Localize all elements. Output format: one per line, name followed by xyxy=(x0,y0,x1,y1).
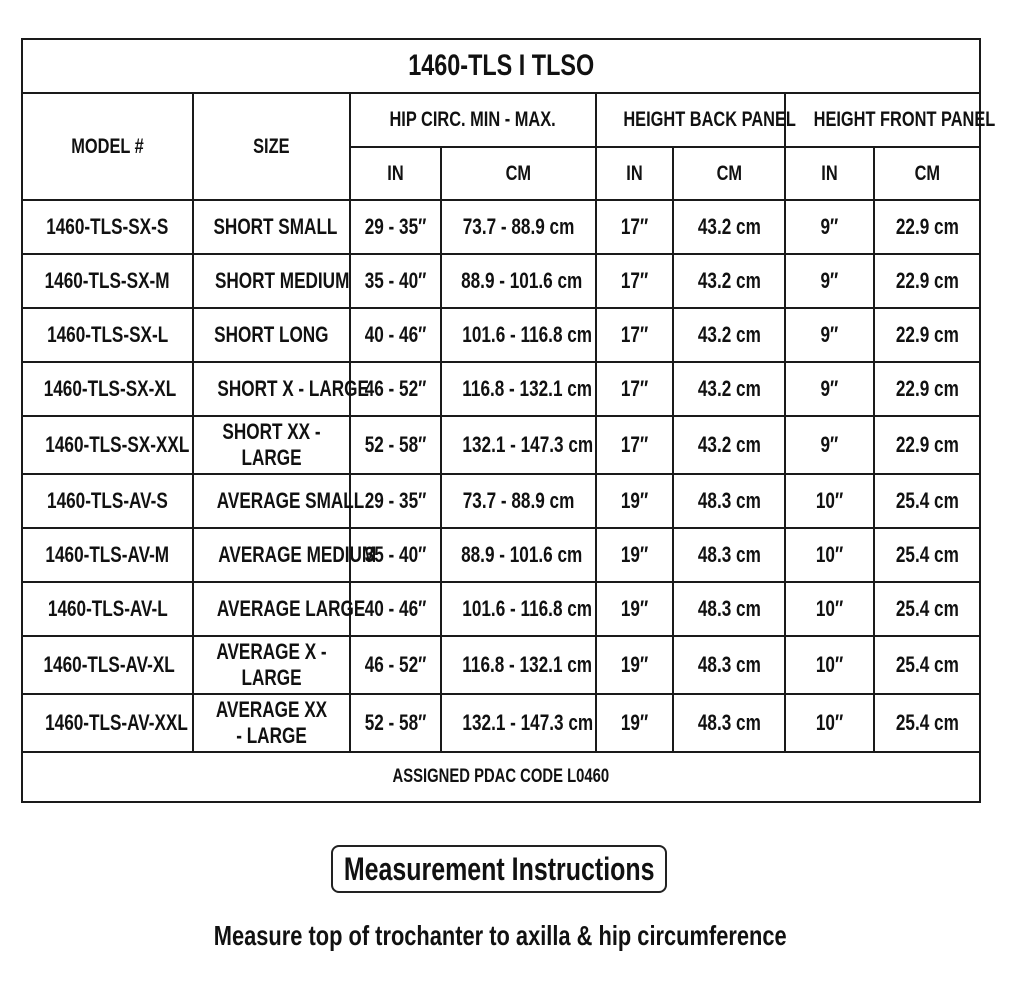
header-height-front-panel: HEIGHT FRONT PANEL xyxy=(785,93,980,147)
table-row xyxy=(22,582,980,636)
cell-size: SHORT X - LARGE xyxy=(193,362,350,416)
cell-front-cm: 25.4 cm xyxy=(874,694,980,752)
cell-hip-cm: 88.9 - 101.6 cm xyxy=(441,254,596,308)
cell-front-cm: 22.9 cm xyxy=(874,362,980,416)
cell-hip-in: 40 - 46″ xyxy=(350,582,441,636)
header-hip-circ: HIP CIRC. MIN - MAX. xyxy=(350,93,596,147)
cell-back-in: 17″ xyxy=(596,254,673,308)
cell-back-in: 19″ xyxy=(596,474,673,528)
cell-hip-in: 29 - 35″ xyxy=(350,200,441,254)
cell-back-in: 17″ xyxy=(596,362,673,416)
cell-back-cm: 48.3 cm xyxy=(673,474,785,528)
cell-front-cm: 22.9 cm xyxy=(874,200,980,254)
header-size: SIZE xyxy=(193,93,350,200)
cell-back-cm: 43.2 cm xyxy=(673,254,785,308)
cell-size: AVERAGE SMALL xyxy=(193,474,350,528)
table-row xyxy=(22,416,980,474)
cell-hip-in: 40 - 46″ xyxy=(350,308,441,362)
table-row xyxy=(22,474,980,528)
cell-back-in: 19″ xyxy=(596,582,673,636)
cell-back-in: 17″ xyxy=(596,416,673,474)
cell-back-in: 19″ xyxy=(596,636,673,694)
cell-front-in: 9″ xyxy=(785,362,874,416)
cell-model: 1460-TLS-SX-M xyxy=(22,254,193,308)
table-row xyxy=(22,254,980,308)
cell-size: SHORT SMALL xyxy=(193,200,350,254)
cell-front-cm: 25.4 cm xyxy=(874,528,980,582)
cell-size: SHORT LONG xyxy=(193,308,350,362)
cell-hip-cm: 116.8 - 132.1 cm xyxy=(441,636,596,694)
cell-back-cm: 48.3 cm xyxy=(673,582,785,636)
table-title: 1460-TLS I TLSO xyxy=(22,39,980,93)
cell-front-in: 10″ xyxy=(785,582,874,636)
cell-front-cm: 22.9 cm xyxy=(874,416,980,474)
cell-back-in: 19″ xyxy=(596,528,673,582)
cell-back-cm: 43.2 cm xyxy=(673,416,785,474)
cell-back-cm: 43.2 cm xyxy=(673,200,785,254)
cell-hip-in: 46 - 52″ xyxy=(350,362,441,416)
cell-front-cm: 22.9 cm xyxy=(874,254,980,308)
cell-size: SHORT XX - LARGE xyxy=(193,416,350,474)
header-hip-cm: CM xyxy=(441,147,596,200)
cell-back-in: 17″ xyxy=(596,308,673,362)
cell-back-cm: 48.3 cm xyxy=(673,636,785,694)
cell-hip-in: 52 - 58″ xyxy=(350,416,441,474)
size-chart xyxy=(21,38,996,803)
cell-front-in: 9″ xyxy=(785,308,874,362)
cell-size: AVERAGE LARGE xyxy=(193,582,350,636)
cell-front-in: 9″ xyxy=(785,416,874,474)
table-row xyxy=(22,636,980,694)
cell-hip-cm: 88.9 - 101.6 cm xyxy=(441,528,596,582)
cell-model: 1460-TLS-SX-S xyxy=(22,200,193,254)
cell-hip-cm: 101.6 - 116.8 cm xyxy=(441,308,596,362)
cell-hip-cm: 101.6 - 116.8 cm xyxy=(441,582,596,636)
cell-back-cm: 43.2 cm xyxy=(673,362,785,416)
cell-size: AVERAGE X - LARGE xyxy=(193,636,350,694)
table-row xyxy=(22,200,980,254)
cell-model: 1460-TLS-SX-L xyxy=(22,308,193,362)
cell-front-in: 10″ xyxy=(785,474,874,528)
header-height-back-panel: HEIGHT BACK PANEL xyxy=(596,93,785,147)
cell-size: SHORT MEDIUM xyxy=(193,254,350,308)
cell-front-cm: 22.9 cm xyxy=(874,308,980,362)
cell-back-cm: 48.3 cm xyxy=(673,694,785,752)
cell-back-cm: 43.2 cm xyxy=(673,308,785,362)
header-back-in: IN xyxy=(596,147,673,200)
cell-back-in: 19″ xyxy=(596,694,673,752)
header-hip-in: IN xyxy=(350,147,441,200)
table-row xyxy=(22,694,980,752)
cell-model: 1460-TLS-AV-S xyxy=(22,474,193,528)
header-front-cm: CM xyxy=(874,147,980,200)
cell-hip-in: 35 - 40″ xyxy=(350,528,441,582)
cell-back-in: 17″ xyxy=(596,200,673,254)
table-row xyxy=(22,362,980,416)
cell-hip-cm: 73.7 - 88.9 cm xyxy=(441,200,596,254)
measurement-instructions-text: Measure top of trochanter to axilla & hip circumference xyxy=(213,920,787,951)
header-model: MODEL # xyxy=(22,93,193,200)
table-row xyxy=(22,308,980,362)
header-front-in: IN xyxy=(785,147,874,200)
cell-size: AVERAGE XX - LARGE xyxy=(193,694,350,752)
cell-model: 1460-TLS-SX-XXL xyxy=(22,416,193,474)
cell-model: 1460-TLS-AV-L xyxy=(22,582,193,636)
cell-front-cm: 25.4 cm xyxy=(874,636,980,694)
cell-hip-in: 52 - 58″ xyxy=(350,694,441,752)
cell-size: AVERAGE MEDIUM xyxy=(193,528,350,582)
cell-hip-in: 46 - 52″ xyxy=(350,636,441,694)
cell-front-cm: 25.4 cm xyxy=(874,474,980,528)
cell-front-in: 10″ xyxy=(785,636,874,694)
cell-hip-in: 29 - 35″ xyxy=(350,474,441,528)
measurement-instructions-heading: Measurement Instructions xyxy=(331,845,667,893)
cell-front-in: 9″ xyxy=(785,254,874,308)
cell-hip-cm: 73.7 - 88.9 cm xyxy=(441,474,596,528)
cell-model: 1460-TLS-AV-M xyxy=(22,528,193,582)
cell-hip-cm: 132.1 - 147.3 cm xyxy=(441,694,596,752)
cell-front-in: 10″ xyxy=(785,528,874,582)
cell-back-cm: 48.3 cm xyxy=(673,528,785,582)
cell-model: 1460-TLS-SX-XL xyxy=(22,362,193,416)
header-back-cm: CM xyxy=(673,147,785,200)
table-row xyxy=(22,528,980,582)
pdac-code-footer: ASSIGNED PDAC CODE L0460 xyxy=(22,752,980,802)
cell-front-in: 9″ xyxy=(785,200,874,254)
cell-model: 1460-TLS-AV-XXL xyxy=(22,694,193,752)
cell-hip-in: 35 - 40″ xyxy=(350,254,441,308)
cell-front-in: 10″ xyxy=(785,694,874,752)
cell-hip-cm: 132.1 - 147.3 cm xyxy=(441,416,596,474)
size-table xyxy=(21,38,996,803)
cell-front-cm: 25.4 cm xyxy=(874,582,980,636)
cell-model: 1460-TLS-AV-XL xyxy=(22,636,193,694)
cell-hip-cm: 116.8 - 132.1 cm xyxy=(441,362,596,416)
